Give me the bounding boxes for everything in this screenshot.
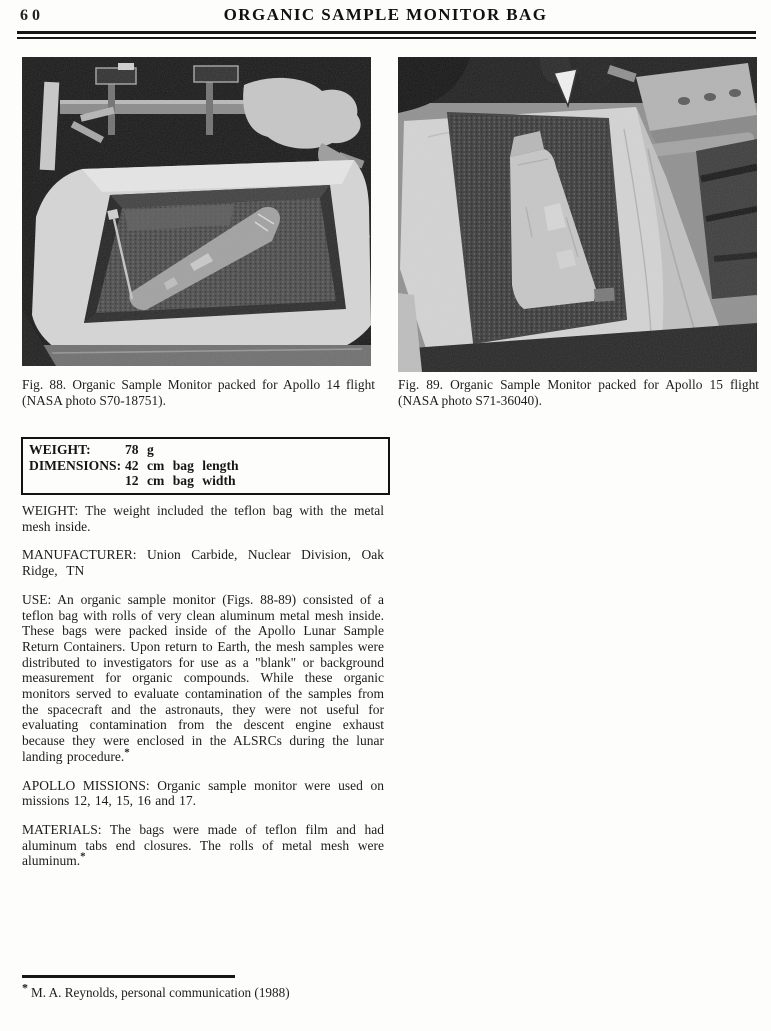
- spec-row-dimensions-2: [29, 473, 382, 489]
- film-grain: [22, 57, 371, 366]
- figure-88-photo: [22, 57, 371, 366]
- spec-value: 42 cm bag length: [125, 457, 239, 473]
- apollo14-container-photo: [22, 57, 371, 366]
- footnote-marker: *: [124, 746, 130, 759]
- paragraph-use: [22, 592, 384, 765]
- footnote-marker: *: [22, 980, 28, 995]
- paragraph-apollo-missions: [22, 778, 384, 809]
- paragraph-text: APOLLO MISSIONS: Organic sample monitor were used on missions 12, 14, 15, 16 and 17.: [22, 777, 384, 809]
- spec-value: 78 g: [125, 442, 154, 457]
- footnote-rule: [22, 975, 235, 978]
- spec-row-weight: [29, 442, 382, 458]
- spec-value: 12 cm bag width: [125, 473, 236, 489]
- apollo15-container-photo: [398, 57, 757, 372]
- footnote-text: [22, 980, 402, 1000]
- paragraph-materials: [22, 822, 384, 869]
- footnote: [22, 975, 402, 1000]
- spec-label: DIMENSIONS:: [29, 457, 122, 473]
- spec-box: [21, 437, 390, 495]
- paragraph-text: USE: An organic sample monitor (Figs. 88-89) consisted of a teflon bag with rolls of very clean aluminum metal mesh inside. These bags were packed inside of the Apollo Lunar Sample Return Containers. Upon return to Earth, the mesh samples were distributed to investigators for use as a "blank" or background measurement for organic compounds. While these organic monitors served to evaluate contamination of the samples from the spacecraft and the astronauts, they were not useful for evaluating contamination from the descent engine exhaust because they were enclosed in the ALSRCs during the lunar landing procedure.: [22, 591, 384, 764]
- paragraph-text: WEIGHT: The weight included the teflon bag with the metal mesh inside.: [22, 503, 384, 534]
- film-grain: [398, 57, 757, 372]
- figure-88-caption: Fig. 88. Organic Sample Monitor packed for Apollo 14 flight (NASA photo S70-18751).: [22, 377, 375, 409]
- body-column: [22, 496, 384, 882]
- figure-89-photo: [398, 57, 757, 372]
- page-title: ORGANIC SAMPLE MONITOR BAG: [223, 5, 548, 24]
- header-rule: [17, 31, 756, 39]
- footnote-body: M. A. Reynolds, personal communication (1988): [31, 984, 290, 1000]
- paragraph-text: MANUFACTURER: Union Carbide, Nuclear Division, Oak Ridge, TN: [22, 547, 384, 579]
- paragraph-weight: [22, 503, 384, 534]
- paragraph-text: MATERIALS: The bags were made of teflon film and had aluminum tabs end closures. The rolls of metal mesh were aluminum.: [22, 821, 384, 869]
- spec-row-dimensions: [29, 458, 382, 474]
- spec-label: [29, 473, 125, 489]
- page-number: 60: [20, 7, 44, 24]
- footnote-marker: *: [80, 850, 86, 863]
- paragraph-manufacturer: [22, 547, 384, 578]
- spec-label: WEIGHT:: [29, 442, 91, 457]
- figure-89-caption: Fig. 89. Organic Sample Monitor packed for Apollo 15 flight (NASA photo S71-36040).: [398, 377, 759, 409]
